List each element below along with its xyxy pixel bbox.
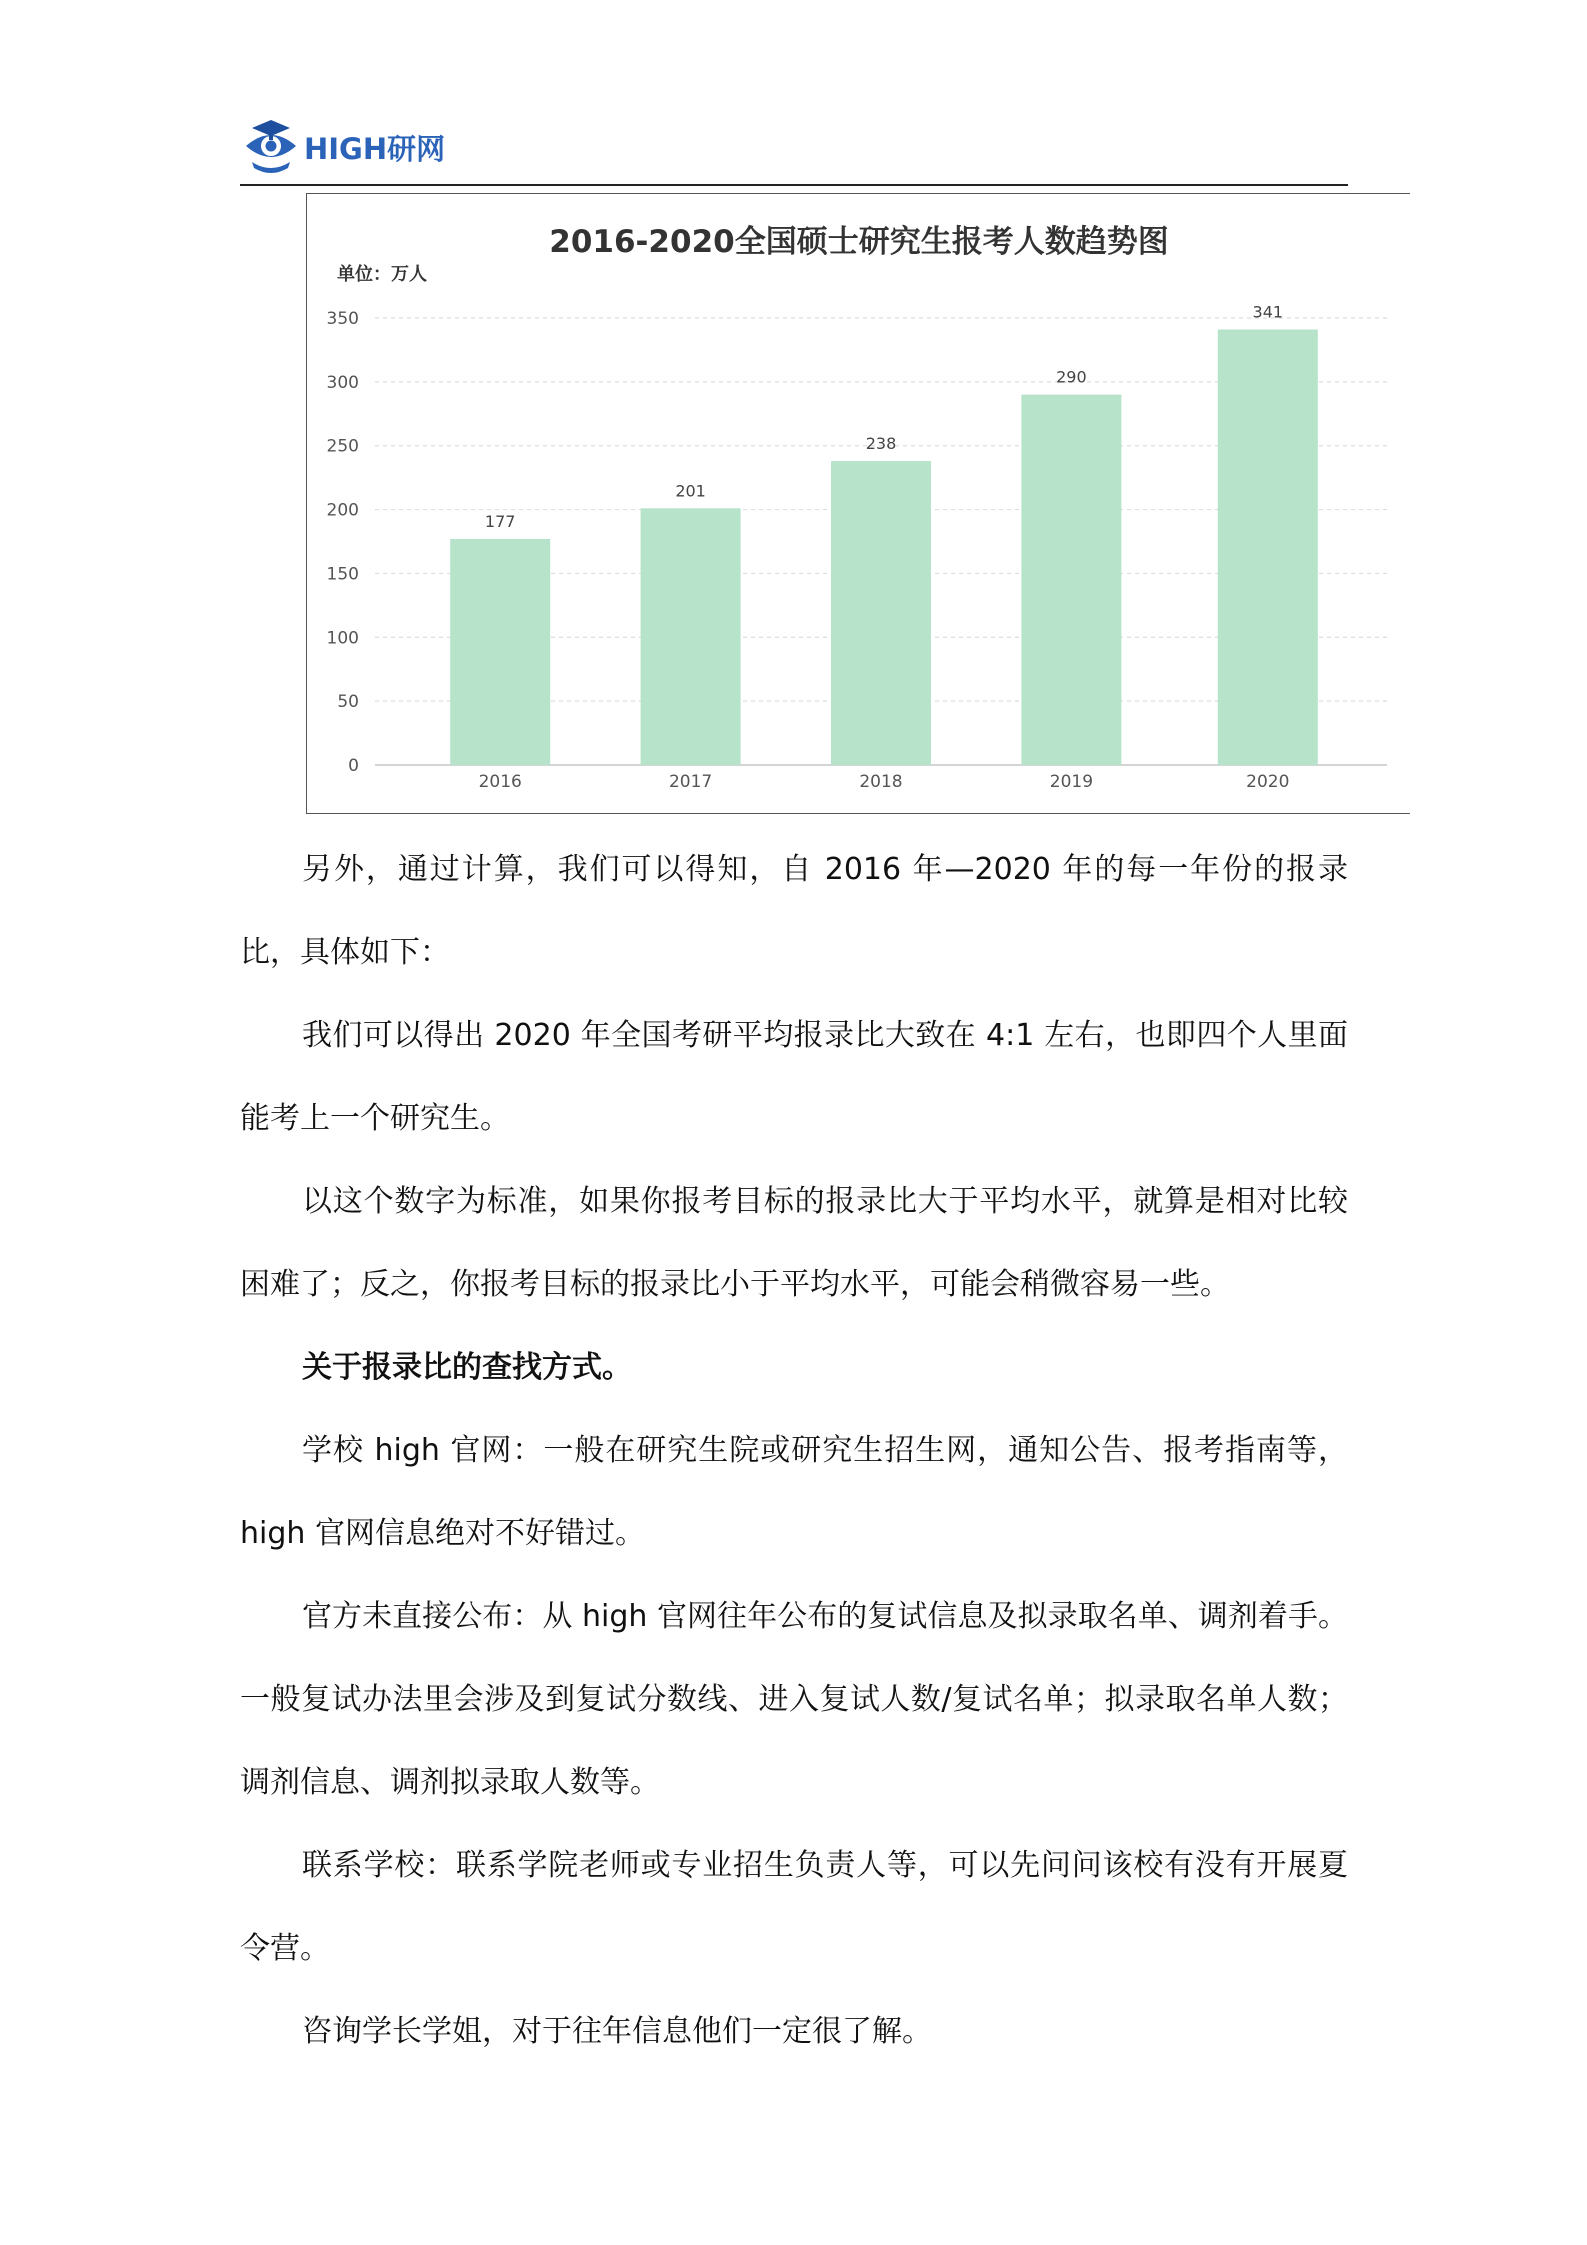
bar-value-label: 290 xyxy=(1056,367,1087,387)
bar-2017 xyxy=(641,508,741,765)
logo-text: HIGH研网 xyxy=(304,131,446,166)
chart-canvas xyxy=(307,194,1411,815)
y-tick-label: 350 xyxy=(326,309,359,329)
x-tick-label: 2017 xyxy=(668,772,713,792)
bar-2016 xyxy=(450,539,550,765)
paragraph: 另外，通过计算，我们可以得知，自 2016 年—2020 年的每一年份的报录比，具体如下： xyxy=(240,852,1348,970)
y-tick-label: 250 xyxy=(326,436,359,457)
y-tick-label: 200 xyxy=(326,500,359,521)
paragraph: 官方未直接公布：从 high 官网往年公布的复试信息及拟录取名单、调剂着手。一般复试办法里会涉及到复试分数线、进入复试人数/复试名单；拟录取名单人数；调剂信息、调剂拟录取人数等。 xyxy=(240,1599,1348,1800)
logo xyxy=(240,112,445,182)
x-tick-label: 2018 xyxy=(859,772,903,792)
chart-unit-label: 单位：万人 xyxy=(337,264,427,285)
bar-2020 xyxy=(1218,329,1318,765)
bar-value-label: 238 xyxy=(865,434,897,454)
y-tick-label: 0 xyxy=(348,756,359,776)
bar-2018 xyxy=(831,461,931,765)
paragraph: 咨询学长学姐，对于往年信息他们一定很了解。 xyxy=(302,2014,932,2049)
bar-value-label: 177 xyxy=(484,511,516,531)
bar-chart xyxy=(306,193,1410,814)
chart-title: 2016-2020全国硕士研究生报考人数趋势图 xyxy=(549,224,1169,260)
paragraph: 以这个数字为标准，如果你报考目标的报录比大于平均水平，就算是相对比较困难了；反之，你报考目标的报录比小于平均水平，可能会稍微容易一些。 xyxy=(240,1184,1348,1302)
bar-value-label: 341 xyxy=(1252,302,1284,322)
paragraph: 学校 high 官网：一般在研究生院或研究生招生网，通知公告、报考指南等，high 官网信息绝对不好错过。 xyxy=(240,1433,1348,1551)
y-tick-label: 100 xyxy=(326,628,359,649)
x-tick-label: 2020 xyxy=(1246,772,1290,792)
paragraph: 联系学校：联系学院老师或专业招生负责人等，可以先问问该校有没有开展夏令营。 xyxy=(240,1848,1348,1966)
bar-2019 xyxy=(1021,395,1121,765)
section-heading: 关于报录比的查找方式。 xyxy=(302,1350,632,1385)
x-tick-label: 2016 xyxy=(478,772,522,792)
x-tick-label: 2019 xyxy=(1049,772,1094,792)
bar-value-label: 201 xyxy=(675,481,706,501)
paragraph: 我们可以得出 2020 年全国考研平均报录比大致在 4:1 左右，也即四个人里面能考上一个研究生。 xyxy=(240,1018,1348,1136)
article-body xyxy=(240,828,1348,2073)
y-tick-label: 50 xyxy=(337,692,359,713)
graduation-cap-eye-icon xyxy=(240,116,302,178)
header-divider xyxy=(240,184,1348,186)
y-tick-label: 300 xyxy=(326,372,359,393)
page-header xyxy=(240,112,1348,186)
y-tick-label: 150 xyxy=(326,564,359,585)
